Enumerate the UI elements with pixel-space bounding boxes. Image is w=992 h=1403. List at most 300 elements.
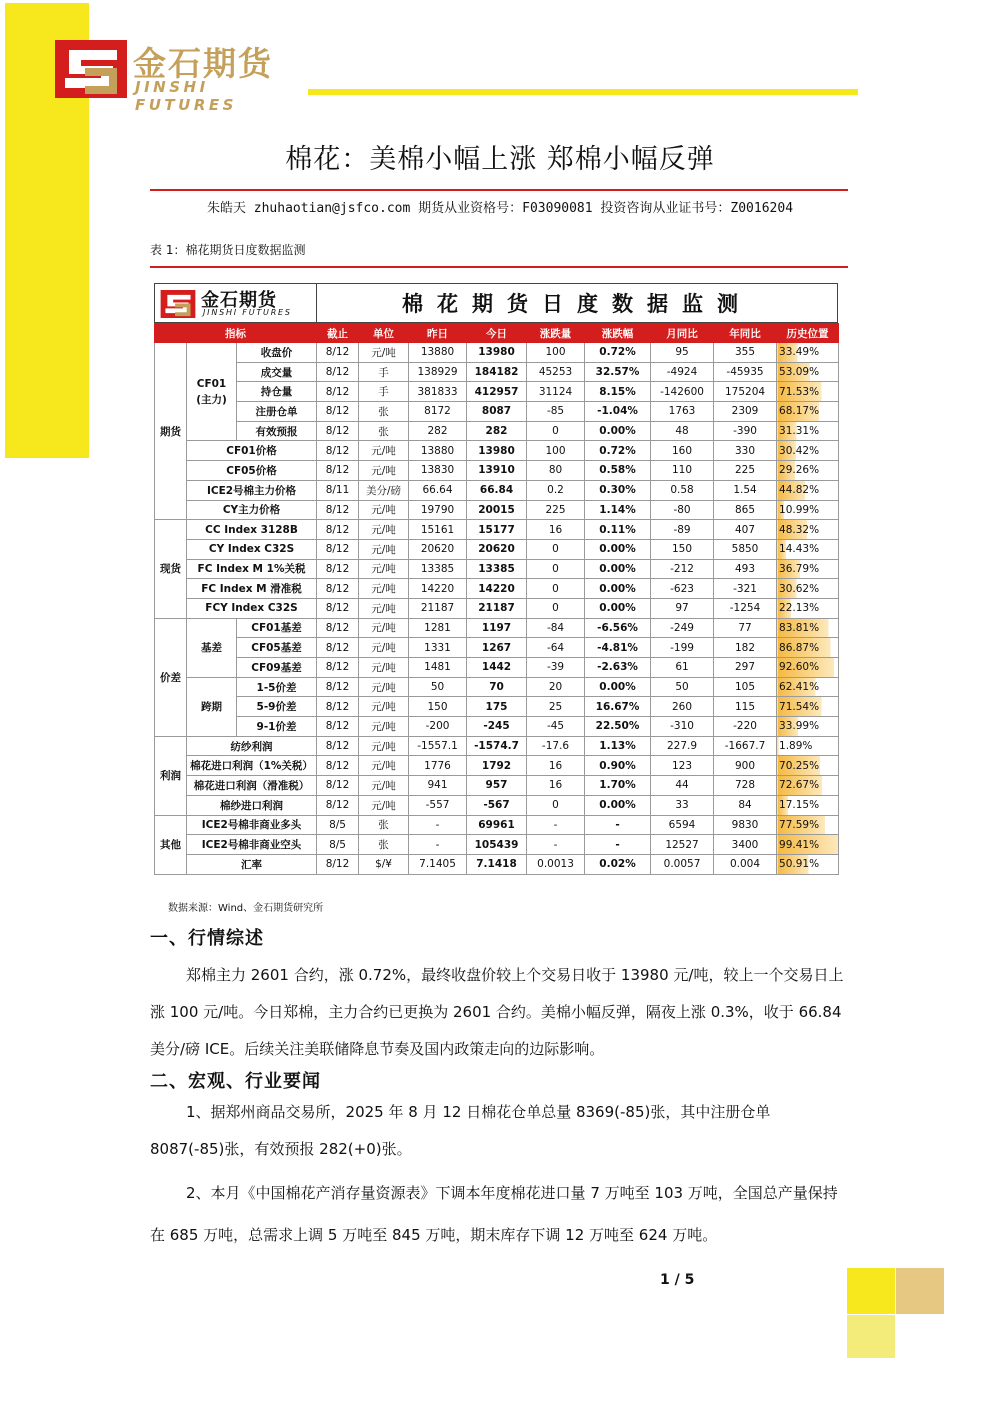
title-divider: [150, 189, 848, 191]
decor-square-light: [847, 1315, 895, 1358]
cell-date: 8/12: [317, 697, 359, 717]
col-pct: 涨跌幅: [585, 324, 651, 343]
row-label: 棉花进口利润（滑准税）: [187, 776, 317, 796]
author-line: 朱皓天 zhuhaotian@jsfco.com 期货从业资格号：F03090081 投资咨询从业证书号：Z0016204: [206, 201, 794, 216]
cell-mom: 50: [651, 677, 714, 697]
cell-chg: -64: [527, 638, 585, 658]
cell-date: 8/12: [317, 539, 359, 559]
report-title: 棉花：美棉小幅上涨 郑棉小幅反弹: [285, 144, 715, 175]
cell-pct: -: [585, 835, 651, 855]
cell-unit: 元/吨: [359, 343, 409, 363]
cell-unit: 张: [359, 815, 409, 835]
cell-pct: -: [585, 815, 651, 835]
company-logo: [55, 40, 315, 114]
row-label: CF05基差: [237, 638, 317, 658]
table-logo-en: JINSHI FUTURES: [203, 308, 292, 317]
cell-yoy: 77: [714, 618, 777, 638]
cell-today: 20015: [467, 500, 527, 520]
cell-chg: 25: [527, 697, 585, 717]
paragraph-news-2-text: 2、本月《中国棉花产消存量资源表》下调本年度棉花进口量 7 万吨至 103 万吨，全国总产量保持在 685 万吨，总需求上调 5 万吨至 845 万吨，期末库存下调 12 万吨至 624 万吨。: [150, 1184, 838, 1244]
cell-chg: 31124: [527, 382, 585, 402]
cell-hist: 83.81%: [777, 618, 839, 638]
table-row: [155, 480, 839, 500]
paragraph-news-2: [150, 1172, 846, 1256]
cell-yoy: 865: [714, 500, 777, 520]
table-logo-icon: [160, 290, 196, 318]
cell-hist: 30.42%: [777, 441, 839, 461]
table-header-banner: [154, 283, 838, 323]
row-label: 棉纱进口利润: [187, 795, 317, 815]
cell-date: 8/12: [317, 461, 359, 481]
category-spot: 现货: [155, 520, 187, 618]
table-caption: 表 1：棉花期货日度数据监测: [150, 243, 306, 257]
cell-pct: 0.00%: [585, 421, 651, 441]
cell-yoy: 407: [714, 520, 777, 540]
cell-today: 13910: [467, 461, 527, 481]
cell-prev: -1557.1: [409, 736, 467, 756]
cell-today: 15177: [467, 520, 527, 540]
cell-prev: 138929: [409, 362, 467, 382]
cell-mom: 1763: [651, 402, 714, 422]
cell-chg: 0: [527, 539, 585, 559]
row-label: CY Index C32S: [187, 539, 317, 559]
cell-mom: -89: [651, 520, 714, 540]
table-row: [155, 441, 839, 461]
cell-mom: -212: [651, 559, 714, 579]
cell-date: 8/12: [317, 658, 359, 678]
table-row: [155, 618, 839, 638]
cell-date: 8/12: [317, 677, 359, 697]
cell-today: -1574.7: [467, 736, 527, 756]
row-label: CY主力价格: [187, 500, 317, 520]
cell-pct: 0.00%: [585, 559, 651, 579]
cell-unit: 元/吨: [359, 795, 409, 815]
category-profit: 利润: [155, 736, 187, 815]
row-label: 汇率: [187, 854, 317, 874]
cell-hist: 44.82%: [777, 480, 839, 500]
cell-chg: -: [527, 835, 585, 855]
cell-date: 8/12: [317, 421, 359, 441]
cell-prev: 14220: [409, 579, 467, 599]
row-label: ICE2号棉主力价格: [187, 480, 317, 500]
category-futures: 期货: [155, 343, 187, 520]
cell-date: 8/12: [317, 618, 359, 638]
cell-hist: 48.32%: [777, 520, 839, 540]
cell-today: 412957: [467, 382, 527, 402]
logo-text-cn: 金石期货: [133, 44, 273, 83]
table-row: [155, 677, 839, 697]
cell-today: 1267: [467, 638, 527, 658]
cell-date: 8/12: [317, 402, 359, 422]
table-row: [155, 362, 839, 382]
col-hist: 历史位置: [777, 324, 839, 343]
table-column-header: [155, 324, 839, 343]
cell-prev: 1331: [409, 638, 467, 658]
table-row: [155, 815, 839, 835]
table-row: [155, 854, 839, 874]
cell-chg: 16: [527, 776, 585, 796]
col-indicator: 指标: [155, 324, 317, 343]
cell-pct: 0.72%: [585, 441, 651, 461]
cell-chg: 100: [527, 343, 585, 363]
row-label: 成交量: [237, 362, 317, 382]
row-label: 9-1价差: [237, 717, 317, 737]
cell-unit: 元/吨: [359, 756, 409, 776]
decor-square-yellow: [847, 1268, 895, 1314]
cell-hist: 1.89%: [777, 736, 839, 756]
cell-prev: 13830: [409, 461, 467, 481]
cell-date: 8/12: [317, 382, 359, 402]
cell-hist: 92.60%: [777, 658, 839, 678]
cell-unit: 元/吨: [359, 461, 409, 481]
table-title: 棉花期货日度数据监测: [402, 292, 752, 316]
cell-prev: 1281: [409, 618, 467, 638]
row-label: CF05价格: [187, 461, 317, 481]
cell-date: 8/12: [317, 362, 359, 382]
cell-prev: 7.1405: [409, 854, 467, 874]
cell-date: 8/12: [317, 795, 359, 815]
cell-yoy: -1254: [714, 598, 777, 618]
cell-hist: 70.25%: [777, 756, 839, 776]
table-row: [155, 520, 839, 540]
cell-mom: 97: [651, 598, 714, 618]
cell-today: -567: [467, 795, 527, 815]
cell-mom: -249: [651, 618, 714, 638]
table-row: [155, 461, 839, 481]
cell-unit: $/¥: [359, 854, 409, 874]
section-heading-news: 二、宏观、行业要闻: [150, 1071, 321, 1092]
row-label: 纺纱利润: [187, 736, 317, 756]
cell-unit: 元/吨: [359, 658, 409, 678]
cell-chg: 0: [527, 598, 585, 618]
cell-yoy: 728: [714, 776, 777, 796]
cell-date: 8/12: [317, 579, 359, 599]
cell-today: 20620: [467, 539, 527, 559]
cell-pct: 1.14%: [585, 500, 651, 520]
cell-pct: 16.67%: [585, 697, 651, 717]
cell-pct: -2.63%: [585, 658, 651, 678]
table-logo: [155, 284, 317, 324]
cell-chg: 16: [527, 756, 585, 776]
cell-date: 8/12: [317, 736, 359, 756]
table-row: [155, 382, 839, 402]
cell-pct: 0.11%: [585, 520, 651, 540]
table-row: [155, 736, 839, 756]
paragraph-news-1-text: 1、据郑州商品交易所，2025 年 8 月 12 日棉花仓单总量 8369(-85)张，其中注册仓单 8087(-85)张，有效预报 282(+0)张。: [150, 1103, 771, 1158]
cell-hist: 71.53%: [777, 382, 839, 402]
cell-chg: -45: [527, 717, 585, 737]
caption-divider: [150, 266, 848, 268]
logo-text-en: JINSHI FUTURES: [135, 78, 237, 114]
paragraph-news-1: [150, 1094, 846, 1168]
row-label: ICE2号棉非商业空头: [187, 835, 317, 855]
cell-date: 8/12: [317, 638, 359, 658]
cell-today: 184182: [467, 362, 527, 382]
table-row: [155, 717, 839, 737]
cell-prev: -200: [409, 717, 467, 737]
cell-chg: 45253: [527, 362, 585, 382]
group-basis: 基差: [187, 618, 237, 677]
cell-chg: 0: [527, 421, 585, 441]
header-yellow-line: [308, 89, 858, 95]
cell-prev: 1776: [409, 756, 467, 776]
cell-chg: 16: [527, 520, 585, 540]
cell-hist: 71.54%: [777, 697, 839, 717]
row-label: 注册仓单: [237, 402, 317, 422]
cell-pct: 0.00%: [585, 598, 651, 618]
cell-chg: 0.0013: [527, 854, 585, 874]
cell-today: 70: [467, 677, 527, 697]
cell-unit: 元/吨: [359, 539, 409, 559]
cell-today: 66.84: [467, 480, 527, 500]
cell-hist: 10.99%: [777, 500, 839, 520]
table-row: [155, 343, 839, 363]
cell-chg: -39: [527, 658, 585, 678]
cell-mom: 110: [651, 461, 714, 481]
cell-hist: 36.79%: [777, 559, 839, 579]
cell-yoy: 297: [714, 658, 777, 678]
table-logo-cn: 金石期货: [201, 290, 277, 311]
cell-mom: 61: [651, 658, 714, 678]
cell-hist: 14.43%: [777, 539, 839, 559]
cell-mom: -623: [651, 579, 714, 599]
row-label: 棉花进口利润（1%关税）: [187, 756, 317, 776]
cell-today: 8087: [467, 402, 527, 422]
table-row: [155, 579, 839, 599]
table-row: [155, 638, 839, 658]
cell-pct: 1.70%: [585, 776, 651, 796]
cell-prev: 13880: [409, 441, 467, 461]
cell-hist: 53.09%: [777, 362, 839, 382]
cell-chg: 225: [527, 500, 585, 520]
cell-date: 8/12: [317, 776, 359, 796]
cell-yoy: 1.54: [714, 480, 777, 500]
cell-yoy: 330: [714, 441, 777, 461]
cell-yoy: 115: [714, 697, 777, 717]
cell-prev: 282: [409, 421, 467, 441]
cell-prev: 150: [409, 697, 467, 717]
cell-yoy: 9830: [714, 815, 777, 835]
cell-hist: 17.15%: [777, 795, 839, 815]
cell-hist: 22.13%: [777, 598, 839, 618]
cell-today: 1442: [467, 658, 527, 678]
cell-date: 8/5: [317, 835, 359, 855]
cell-pct: 8.15%: [585, 382, 651, 402]
row-label: FC Index M 滑准税: [187, 579, 317, 599]
cell-pct: 0.00%: [585, 539, 651, 559]
category-other: 其他: [155, 815, 187, 874]
table-row: [155, 756, 839, 776]
cell-prev: 8172: [409, 402, 467, 422]
cell-pct: 0.58%: [585, 461, 651, 481]
row-label: 1-5价差: [237, 677, 317, 697]
cell-mom: 33: [651, 795, 714, 815]
row-label: FCY Index C32S: [187, 598, 317, 618]
cell-chg: -17.6: [527, 736, 585, 756]
cell-date: 8/5: [317, 815, 359, 835]
cell-mom: 227.9: [651, 736, 714, 756]
cell-hist: 30.62%: [777, 579, 839, 599]
cell-hist: 77.59%: [777, 815, 839, 835]
cell-today: 282: [467, 421, 527, 441]
cell-hist: 33.49%: [777, 343, 839, 363]
cell-yoy: 355: [714, 343, 777, 363]
cell-prev: 50: [409, 677, 467, 697]
cell-yoy: -220: [714, 717, 777, 737]
cell-prev: 13880: [409, 343, 467, 363]
cell-chg: 0.2: [527, 480, 585, 500]
cell-chg: 0: [527, 795, 585, 815]
cell-unit: 张: [359, 402, 409, 422]
cell-chg: -85: [527, 402, 585, 422]
cell-pct: -6.56%: [585, 618, 651, 638]
decor-square-gold: [896, 1268, 944, 1314]
cell-unit: 元/吨: [359, 736, 409, 756]
cell-pct: 0.30%: [585, 480, 651, 500]
cell-today: 105439: [467, 835, 527, 855]
cell-chg: 80: [527, 461, 585, 481]
col-date: 截止: [317, 324, 359, 343]
cell-yoy: 5850: [714, 539, 777, 559]
cell-unit: 元/吨: [359, 697, 409, 717]
table-row: [155, 402, 839, 422]
cell-unit: 手: [359, 362, 409, 382]
cell-mom: 0.58: [651, 480, 714, 500]
cell-mom: 44: [651, 776, 714, 796]
row-label: FC Index M 1%关税: [187, 559, 317, 579]
cell-hist: 68.17%: [777, 402, 839, 422]
row-label: 持仓量: [237, 382, 317, 402]
cell-yoy: -390: [714, 421, 777, 441]
cell-unit: 元/吨: [359, 717, 409, 737]
cell-date: 8/12: [317, 559, 359, 579]
cell-mom: -199: [651, 638, 714, 658]
cell-today: 7.1418: [467, 854, 527, 874]
row-label: CF01基差: [237, 618, 317, 638]
cell-prev: 1481: [409, 658, 467, 678]
cell-mom: -80: [651, 500, 714, 520]
cell-unit: 元/吨: [359, 618, 409, 638]
table-row: [155, 795, 839, 815]
col-yoy: 年同比: [714, 324, 777, 343]
cell-unit: 美分/磅: [359, 480, 409, 500]
cell-pct: -4.81%: [585, 638, 651, 658]
cell-unit: 张: [359, 835, 409, 855]
col-today: 今日: [467, 324, 527, 343]
cell-mom: 260: [651, 697, 714, 717]
cell-mom: 123: [651, 756, 714, 776]
category-spread: 价差: [155, 618, 187, 736]
cell-chg: 100: [527, 441, 585, 461]
section-heading-market: 一、行情综述: [150, 928, 264, 949]
cell-pct: 0.00%: [585, 795, 651, 815]
cell-unit: 元/吨: [359, 500, 409, 520]
cell-hist: 99.41%: [777, 835, 839, 855]
cell-pct: 1.13%: [585, 736, 651, 756]
row-label: 收盘价: [237, 343, 317, 363]
cell-pct: 0.00%: [585, 677, 651, 697]
cell-yoy: 225: [714, 461, 777, 481]
col-prev: 昨日: [409, 324, 467, 343]
cell-prev: 19790: [409, 500, 467, 520]
col-change: 涨跌量: [527, 324, 585, 343]
cell-unit: 元/吨: [359, 579, 409, 599]
group-calendar: 跨期: [187, 677, 237, 736]
cell-prev: -: [409, 835, 467, 855]
cell-today: 13980: [467, 441, 527, 461]
cell-pct: -1.04%: [585, 402, 651, 422]
row-label: CF09基差: [237, 658, 317, 678]
cell-prev: 21187: [409, 598, 467, 618]
cell-yoy: 2309: [714, 402, 777, 422]
cell-mom: 160: [651, 441, 714, 461]
cell-hist: 72.67%: [777, 776, 839, 796]
cell-date: 8/12: [317, 520, 359, 540]
cell-prev: 15161: [409, 520, 467, 540]
table-row: [155, 500, 839, 520]
cell-yoy: 493: [714, 559, 777, 579]
cell-pct: 32.57%: [585, 362, 651, 382]
cell-prev: -: [409, 815, 467, 835]
cell-yoy: 3400: [714, 835, 777, 855]
cell-prev: 20620: [409, 539, 467, 559]
cell-yoy: 105: [714, 677, 777, 697]
paragraph-market: [150, 957, 846, 1068]
cell-today: 13385: [467, 559, 527, 579]
cell-mom: -142600: [651, 382, 714, 402]
cell-chg: 20: [527, 677, 585, 697]
cell-prev: -557: [409, 795, 467, 815]
cell-chg: -: [527, 815, 585, 835]
cell-mom: 95: [651, 343, 714, 363]
col-unit: 单位: [359, 324, 409, 343]
cell-mom: 0.0057: [651, 854, 714, 874]
paragraph-market-text: 郑棉主力 2601 合约，涨 0.72%，最终收盘价较上个交易日收于 13980 元/吨，较上一个交易日上涨 100 元/吨。今日郑棉，主力合约已更换为 2601 合约。美棉小幅反弹，隔夜上涨 0.3%，收于 66.84 美分/磅 ICE。后续关注美联储降息节奏及国内政策走向的边际影响。: [150, 966, 844, 1058]
row-label: CC Index 3128B: [187, 520, 317, 540]
cell-yoy: 182: [714, 638, 777, 658]
table-row: [155, 776, 839, 796]
cell-yoy: 0.004: [714, 854, 777, 874]
cell-date: 8/12: [317, 756, 359, 776]
cell-mom: -4924: [651, 362, 714, 382]
cell-today: -245: [467, 717, 527, 737]
table-source: 数据来源：Wind、金石期货研究所: [168, 903, 324, 914]
cell-chg: -84: [527, 618, 585, 638]
cell-unit: 元/吨: [359, 559, 409, 579]
cell-date: 8/12: [317, 598, 359, 618]
cell-today: 69961: [467, 815, 527, 835]
page-number: 1 / 5: [660, 1272, 695, 1288]
table-row: [155, 835, 839, 855]
cell-unit: 元/吨: [359, 598, 409, 618]
table-row: [155, 421, 839, 441]
row-label: 5-9价差: [237, 697, 317, 717]
cell-date: 8/12: [317, 500, 359, 520]
cell-pct: 0.72%: [585, 343, 651, 363]
cell-date: 8/11: [317, 480, 359, 500]
cell-hist: 31.31%: [777, 421, 839, 441]
cell-today: 957: [467, 776, 527, 796]
cell-unit: 元/吨: [359, 520, 409, 540]
cell-yoy: 175204: [714, 382, 777, 402]
data-table-panel: [154, 283, 838, 876]
cell-chg: 0: [527, 559, 585, 579]
cell-today: 1197: [467, 618, 527, 638]
cell-hist: 50.91%: [777, 854, 839, 874]
cell-pct: 22.50%: [585, 717, 651, 737]
table-row: [155, 598, 839, 618]
cell-unit: 张: [359, 421, 409, 441]
